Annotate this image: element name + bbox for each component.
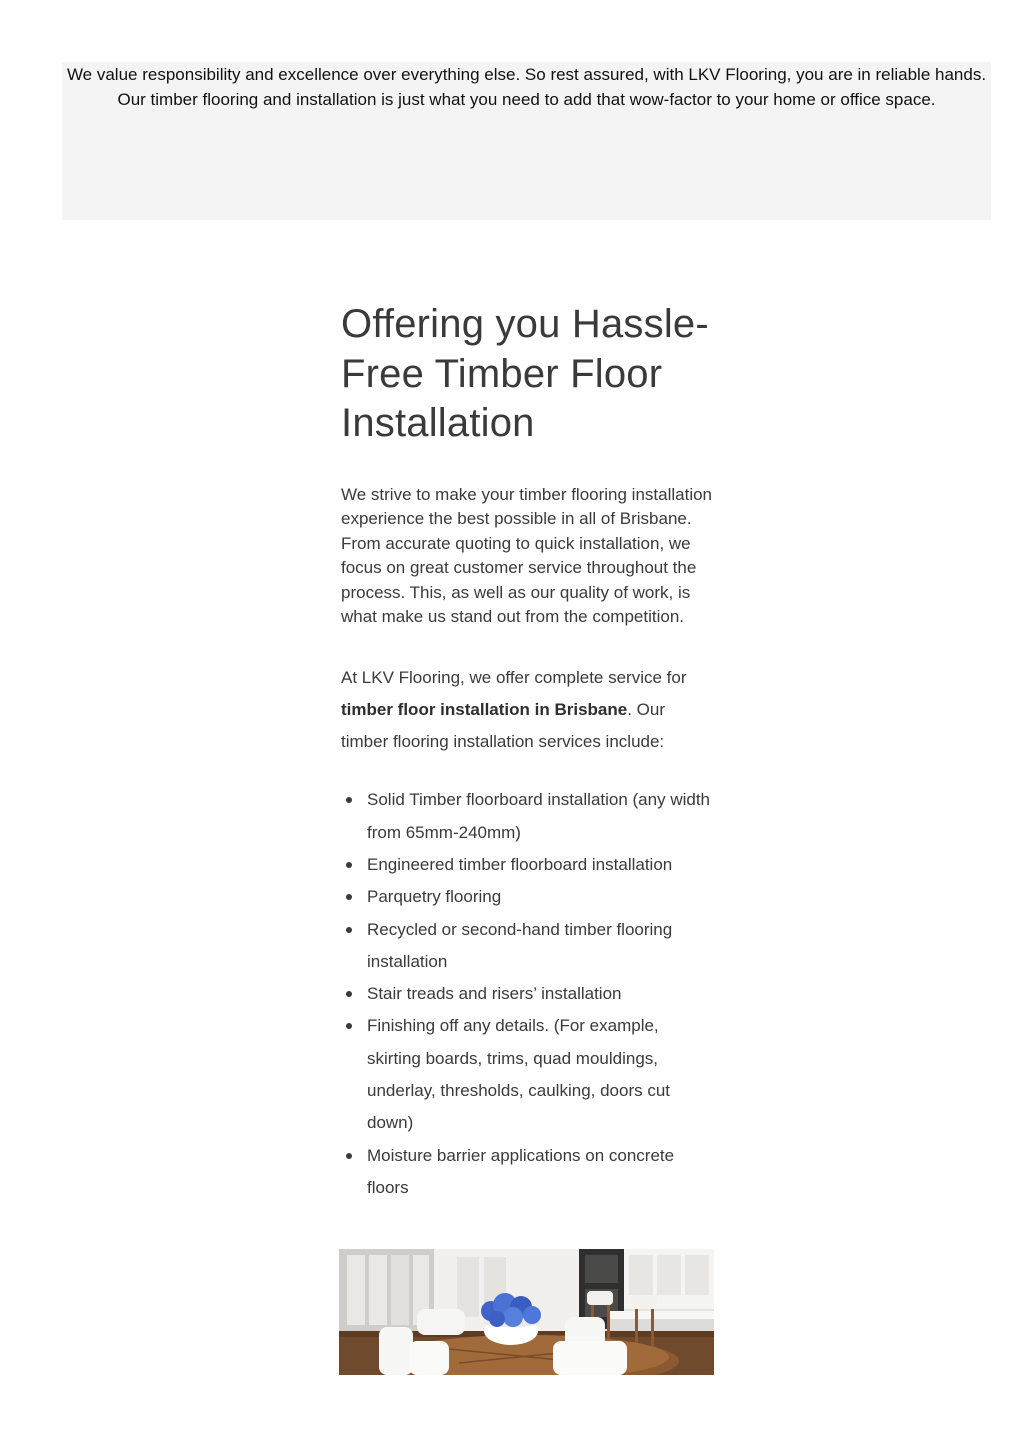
list-item: [367, 881, 714, 913]
bullet-icon: [346, 991, 352, 997]
bullet-icon: [346, 797, 352, 803]
dining-room-photo: [339, 1249, 714, 1375]
bullet-icon: [346, 1023, 352, 1029]
service-label: Solid Timber floorboard installation (any width from 65mm-240mm): [367, 790, 711, 842]
service-label: Parquetry flooring: [367, 887, 502, 907]
page-heading: Offering you Hassle-Free Timber Floor Installation: [341, 302, 709, 445]
service-label: Engineered timber floorboard installation: [367, 854, 673, 874]
list-item: [367, 978, 714, 1010]
intro-paragraph: We strive to make your timber flooring installation experience the best possible in all of Brisbane. From accurate quoting to quick installation, we focus on great customer service throughout the process. This, as well as our quality of work, is what make us stand out from the competition.: [341, 484, 713, 626]
bullet-icon: [346, 894, 352, 900]
dining-room-illustration: [339, 1249, 714, 1375]
list-item: [367, 849, 714, 881]
list-item: [367, 784, 714, 849]
intro-banner: [62, 62, 991, 220]
list-item: [367, 914, 714, 979]
service-label: Recycled or second-hand timber flooring installation: [367, 919, 673, 971]
services-list: [341, 784, 714, 1204]
list-item: [367, 1140, 714, 1205]
services-intro-paragraph: [341, 662, 714, 759]
bullet-icon: [346, 862, 352, 868]
service-label: Stair treads and risers’ installation: [367, 984, 622, 1004]
service-label: Moisture barrier applications on concrete floors: [367, 1145, 675, 1197]
banner-text: We value responsibility and excellence over everything else. So rest assured, with LKV Flooring, you are in reliable hands. Our timber flooring and installation is just what you need to add that wow-factor to your home or office space.: [66, 65, 987, 109]
bullet-icon: [346, 927, 352, 933]
main-content: [341, 300, 714, 1204]
services-intro-text-end: . Our timber flooring installation services include:: [341, 699, 665, 752]
bullet-icon: [346, 1153, 352, 1159]
services-intro-text: At LKV Flooring, we offer complete service for: [341, 667, 687, 687]
list-item: [367, 1010, 714, 1139]
services-intro-highlight: timber floor installation in Brisbane: [341, 699, 628, 719]
service-label: Finishing off any details. (For example, skirting boards, trims, quad mouldings, underlay, thresholds, caulking, doors cut down): [367, 1016, 671, 1133]
